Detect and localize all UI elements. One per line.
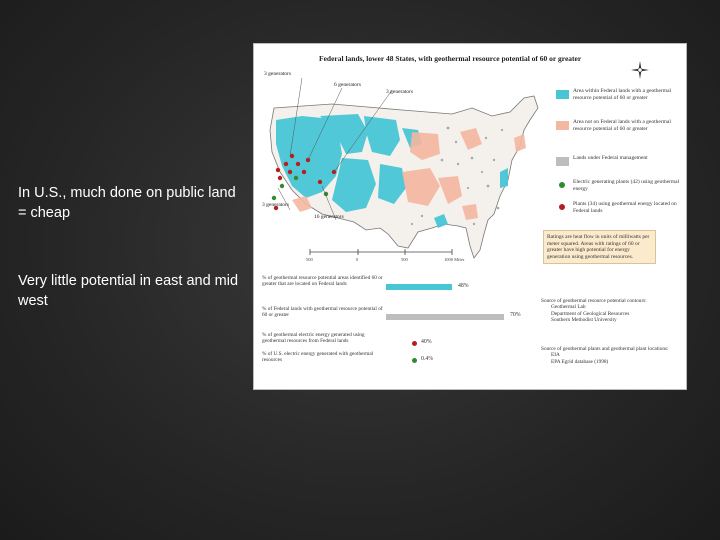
stat-1-bar [386,284,452,290]
stat-1-text: % of geothermal resource potential areas identified 60 or greater that are located on Federal lands [262,275,383,288]
stat-1-pct: 48% [458,283,469,289]
map-title: Federal lands, lower 48 States, with geothermal resource potential of 60 or greater [319,54,582,63]
plant-federal-dot-icon [559,204,565,210]
source-plants: Source of geothermal plants and geothermal plant locations: EIA EPA Egrid database (1998) [541,346,669,365]
scale-bar [310,249,452,255]
stat-3-pct: 40% [421,339,432,345]
generator-label-c: 3 generators [386,89,414,95]
scale-label-0: 500 [306,257,313,262]
us-map [262,68,562,288]
federal-swatch [556,90,569,99]
geothermal-map-figure [253,43,687,390]
legend-plants: Electric generating plants (42) using geothermal energy [556,179,684,195]
generator-label-d: 3 generators [262,202,290,208]
stat-4-pct: 0.4% [421,356,434,362]
source-contours: Source of geothermal resource potential contours: Geothermal Lab Department of Geological Resources Southern Methodist University [541,298,647,323]
federal-management-swatch [556,157,569,166]
bullet-little-potential: Very little potential in east and mid west [18,273,239,309]
stat-3-dot-icon [412,341,417,346]
bullet-list [18,183,243,359]
legend-plants-federal: Plants (34) using geothermal energy located on Federal lands [556,201,684,217]
compass-rose-icon [630,60,650,80]
scale-label-2: 500 [401,257,408,262]
stat-2-bar [386,314,504,320]
bullet-public-land: In U.S., much done on public land = cheap [18,185,236,221]
rating-note: Ratings are heat flow in units of milliwatts per meter squared. Areas with ratings of 60 or greater have high potential for energy generation using geothermal resources. [543,230,656,264]
legend-federal-management: Lands under Federal management [556,155,684,171]
stat-2-text: % of Federal lands with geothermal resource potential of 60 or greater [262,306,383,319]
nonfederal-swatch [556,121,569,130]
generator-label-e: 16 generators [314,214,344,220]
generator-label-b: 6 generators [334,82,362,88]
stat-3-text: % of geothermal electric energy generated using geothermal resources from Federal lands [262,332,365,345]
scale-label-1: 0 [356,257,359,262]
plant-dot-icon [559,182,565,188]
scale-label-3: 1000 Miles [444,257,465,262]
stat-4-text: % of U.S. electric energy generated with geothermal resources [262,351,374,364]
generator-label-a: 3 generators [264,71,292,77]
legend-federal-potential: Area within Federal lands with a geothermal resource potential of 60 or greater [556,88,684,114]
stat-4-dot-icon [412,358,417,363]
stat-2-pct: 70% [510,312,521,318]
legend-nonfederal-potential: Area not on Federal lands with a geothermal resource potential of 60 or greater [556,119,684,145]
